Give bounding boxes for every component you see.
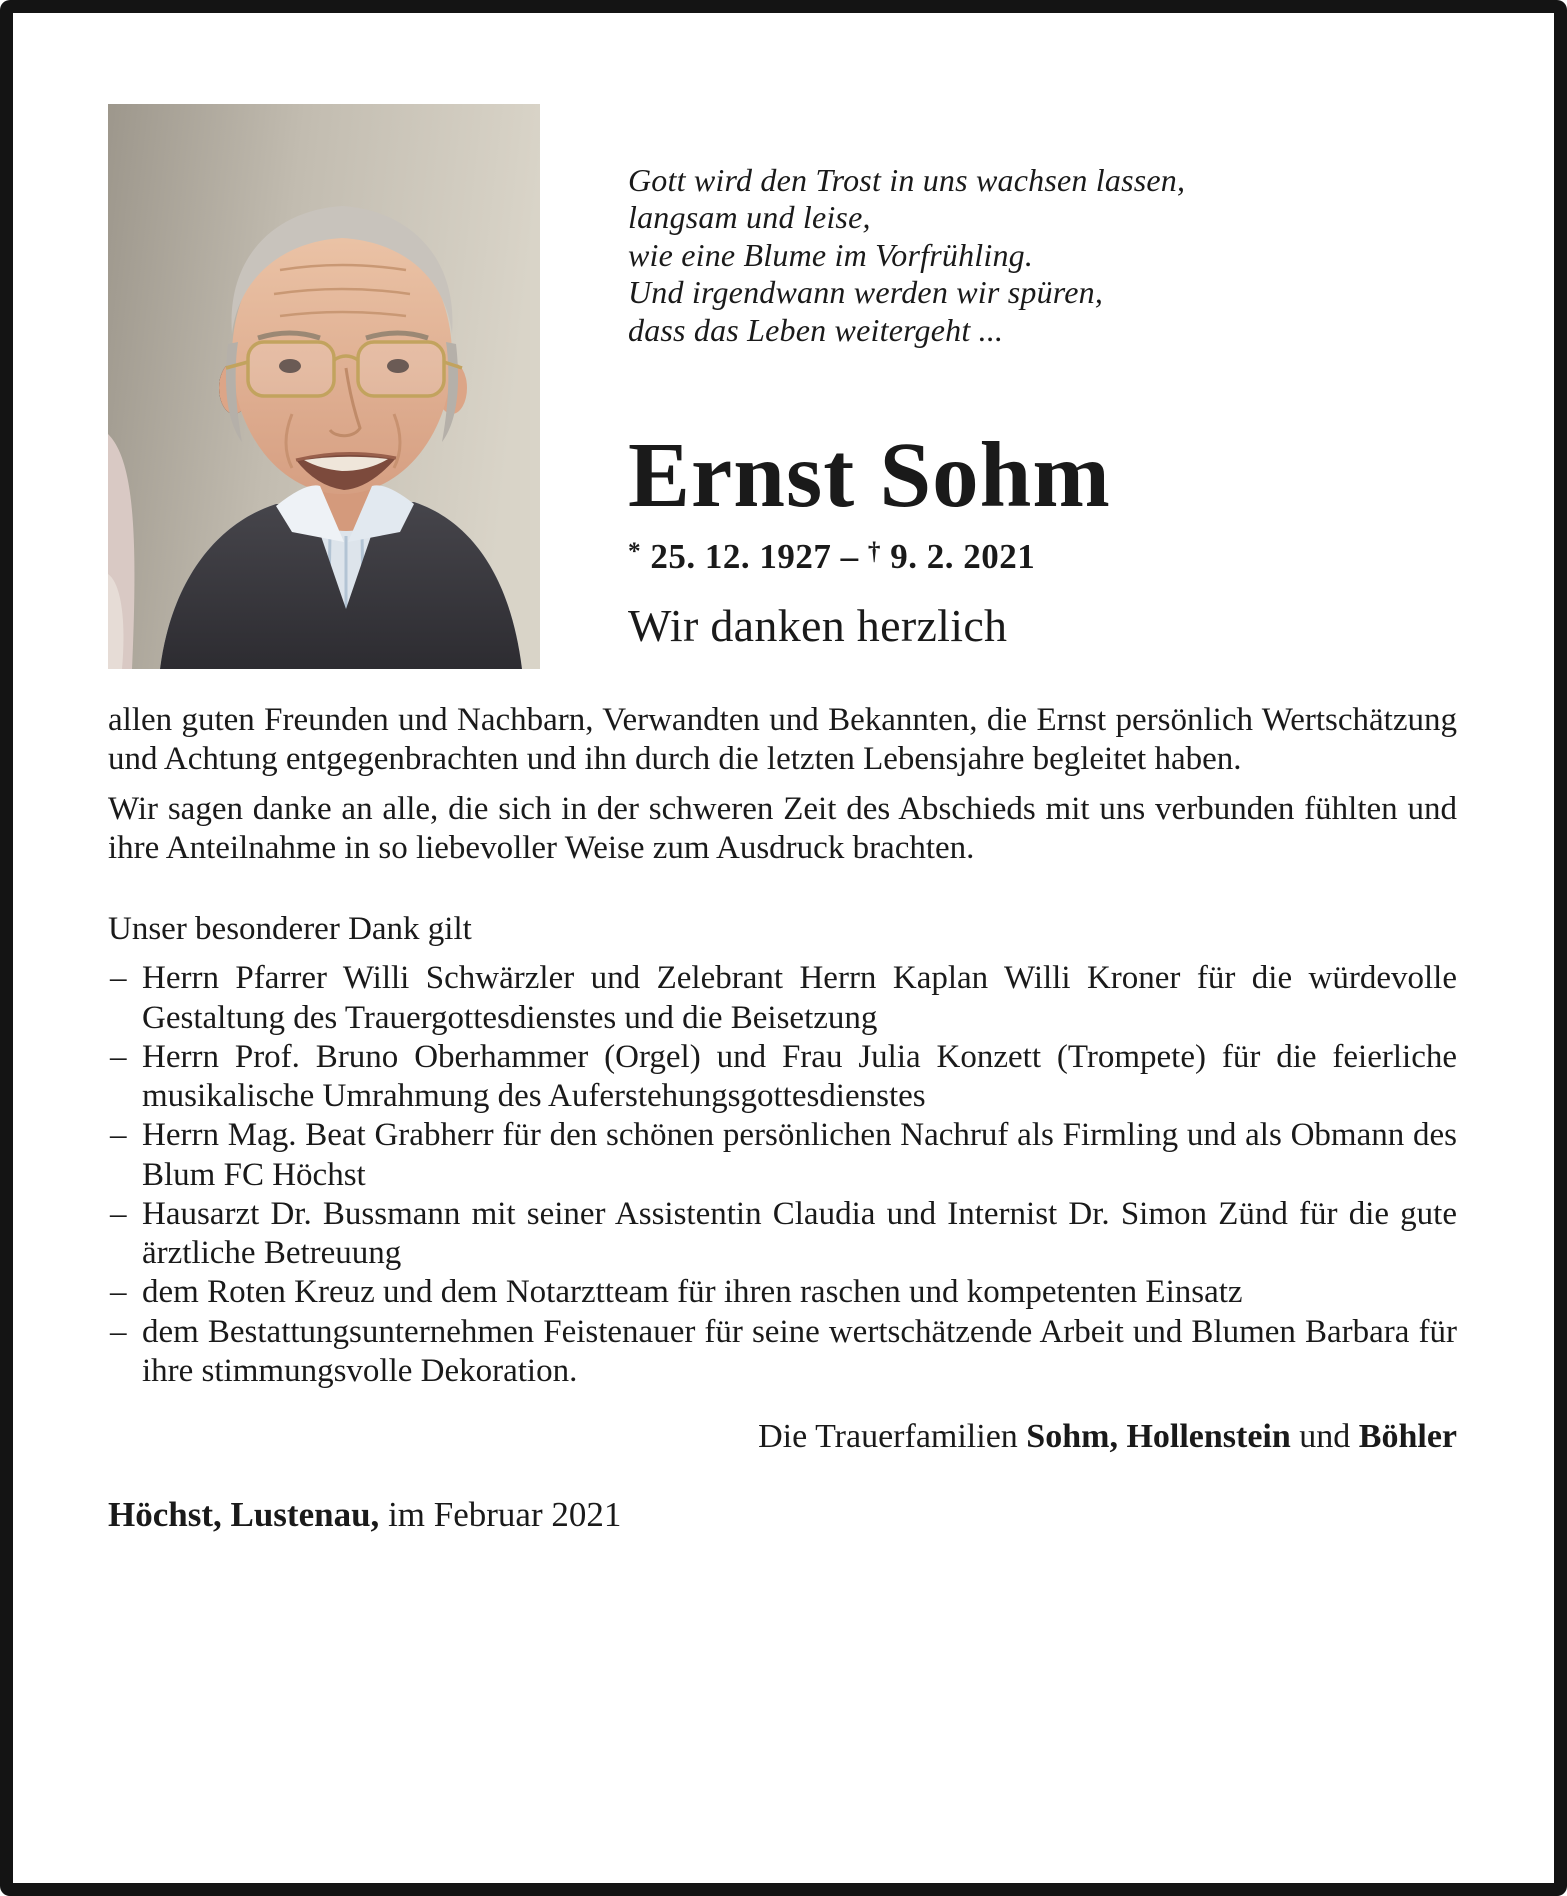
closing-und: und (1290, 1418, 1359, 1456)
poem-line: wie eine Blume im Vorfrühling. (628, 236, 1034, 273)
header-text-column (628, 104, 1457, 669)
paragraph: allen guten Freunden und Nachbarn, Verwandten und Bekannten, die Ernst persönlich Wertschätzung und Achtung entgegenbrachten und ihn durch die letzten Lebensjahre begleitet haben. (108, 702, 1457, 778)
obituary-card (108, 0, 1457, 1536)
family-names: Sohm, Hollenstein (1026, 1418, 1291, 1456)
list-item (108, 1116, 1457, 1195)
list-item (108, 959, 1457, 1038)
life-dates (628, 537, 1457, 577)
poem-line: dass das Leben weitergeht ... (628, 311, 1004, 348)
paragraph: Wir sagen danke an alle, die sich in der schweren Zeit des Abschieds mit uns verbunden fühlten und ihre Anteilnahme in so liebevoller Weise zum Ausdruck brachten. (108, 790, 1457, 866)
death-symbol: † (867, 538, 881, 566)
list-item (108, 1273, 1457, 1312)
list-item-text: Herrn Prof. Bruno Oberhammer (Orgel) und Frau Julia Konzett (Trompete) für die feierliche musikalische Umrahmung des Auferstehungsgottesdienstes (142, 1038, 1457, 1115)
poem (628, 162, 1457, 349)
header-section (108, 104, 1457, 669)
list-item (108, 1195, 1457, 1274)
list-item-text: dem Roten Kreuz und dem Notarztteam für ihren raschen und kompetenten Einsatz (142, 1274, 1243, 1311)
closing-prefix: Die Trauerfamilien (758, 1418, 1027, 1456)
dash-marker: – (110, 1313, 127, 1350)
deceased-name: Ernst Sohm (628, 424, 1111, 528)
list-item (108, 1038, 1457, 1117)
special-thanks-heading: Unser besonderer Dank gilt (108, 911, 472, 948)
poem-line: langsam und leise, (628, 199, 871, 236)
list-item-text: Herrn Mag. Beat Grabherr für den schönen persönlichen Nachruf als Firmling und als Obmann des Blum FC Höchst (142, 1117, 1457, 1193)
dates-separator: – (840, 537, 859, 577)
thanks-list (108, 959, 1457, 1391)
poem-line: Und irgendwann werden wir spüren, (628, 274, 1104, 311)
portrait-photo (108, 104, 540, 669)
death-date: 9. 2. 2021 (890, 537, 1036, 577)
list-item-text: Herrn Pfarrer Willi Schwärzler und Zelebrant Herrn Kaplan Willi Kroner für die würdevolle Gestaltung des Trauergottesdienstes und die Beisetzung (142, 960, 1457, 1036)
birth-date: 25. 12. 1927 (650, 537, 832, 577)
list-item (108, 1313, 1457, 1392)
portrait-illustration (108, 104, 540, 669)
footer-line (108, 1494, 1457, 1536)
list-item-text: Hausarzt Dr. Bussmann mit seiner Assistentin Claudia und Internist Dr. Simon Zünd für die gute ärztliche Betreuung (142, 1195, 1457, 1272)
date-line: im Februar 2021 (379, 1495, 622, 1535)
body-text (108, 701, 1457, 1536)
poem-line: Gott wird den Trost in uns wachsen lassen, (628, 162, 1186, 198)
dash-marker: – (110, 960, 127, 997)
birth-symbol: * (628, 538, 642, 566)
dash-marker: – (110, 1038, 127, 1075)
dash-marker: – (110, 1195, 127, 1232)
dash-marker: – (110, 1274, 127, 1311)
family-name-last: Böhler (1358, 1418, 1457, 1456)
closing-line (108, 1417, 1457, 1458)
thanks-heading: Wir danken herzlich (628, 600, 1008, 652)
dash-marker: – (110, 1117, 127, 1154)
list-item-text: dem Bestattungsunternehmen Feistenauer für seine wertschätzende Arbeit und Blumen Barbara für ihre stimmungsvolle Dekoration. (142, 1313, 1457, 1389)
location: Höchst, Lustenau, (108, 1495, 380, 1535)
